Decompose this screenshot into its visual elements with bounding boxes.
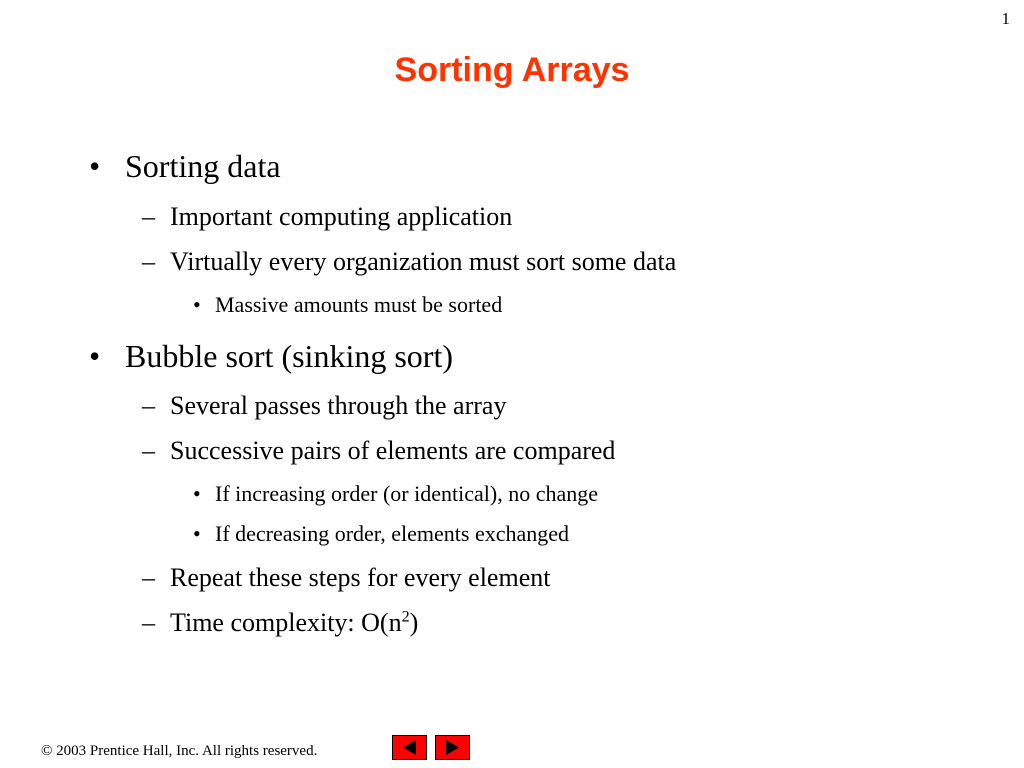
bullet-item — [89, 337, 453, 375]
sub-bullet-item — [142, 562, 551, 594]
dash-marker: – — [142, 247, 155, 276]
slide-title: Sorting Arrays — [394, 51, 630, 89]
copyright-text: 2003 Prentice Hall, Inc. All rights reserved. — [56, 743, 318, 759]
exponent: 2 — [401, 608, 410, 626]
bullet-text: Bubble sort (sinking sort) — [125, 338, 453, 374]
copyright-icon: © — [41, 743, 53, 759]
previous-slide-button[interactable] — [392, 735, 427, 760]
sub-bullet-item — [142, 435, 616, 467]
bullet-marker: • — [193, 521, 201, 546]
dash-marker: – — [142, 436, 155, 465]
sub-bullet-text: Time complexity: O(n — [170, 608, 402, 637]
sub-sub-bullet-item — [193, 480, 598, 508]
bullet-text: Sorting data — [125, 148, 281, 184]
bullet-marker: • — [193, 292, 201, 317]
dash-marker: – — [142, 202, 155, 231]
sub-sub-bullet-item — [193, 291, 503, 319]
left-arrow-icon — [393, 736, 426, 759]
sub-bullet-item — [142, 201, 513, 233]
sub-bullet-item — [142, 246, 677, 278]
dash-marker: – — [142, 608, 155, 637]
page-number: 1 — [1001, 9, 1010, 28]
bullet-item — [89, 147, 281, 185]
sub-bullet-text-suffix: ) — [409, 608, 419, 637]
dash-marker: – — [142, 391, 155, 420]
bullet-marker: • — [89, 338, 101, 374]
bullet-marker: • — [89, 148, 101, 184]
sub-sub-bullet-text: Massive amounts must be sorted — [215, 292, 503, 317]
sub-bullet-text: Successive pairs of elements are compared — [170, 436, 616, 465]
sub-bullet-text: Important computing application — [170, 202, 513, 231]
sub-bullet-text: Several passes through the array — [170, 391, 507, 420]
sub-sub-bullet-item — [193, 520, 569, 548]
bullet-marker: • — [193, 481, 201, 506]
sub-sub-bullet-text: If increasing order (or identical), no change — [215, 481, 598, 506]
dash-marker: – — [142, 563, 155, 592]
next-slide-button[interactable] — [435, 735, 470, 760]
right-arrow-icon — [436, 736, 469, 759]
sub-bullet-text: Virtually every organization must sort some data — [170, 247, 677, 276]
sub-bullet-item — [142, 390, 507, 422]
copyright-footer — [41, 741, 317, 761]
sub-bullet-item — [142, 607, 419, 639]
sub-bullet-text: Repeat these steps for every element — [170, 563, 551, 592]
sub-sub-bullet-text: If decreasing order, elements exchanged — [215, 521, 569, 546]
